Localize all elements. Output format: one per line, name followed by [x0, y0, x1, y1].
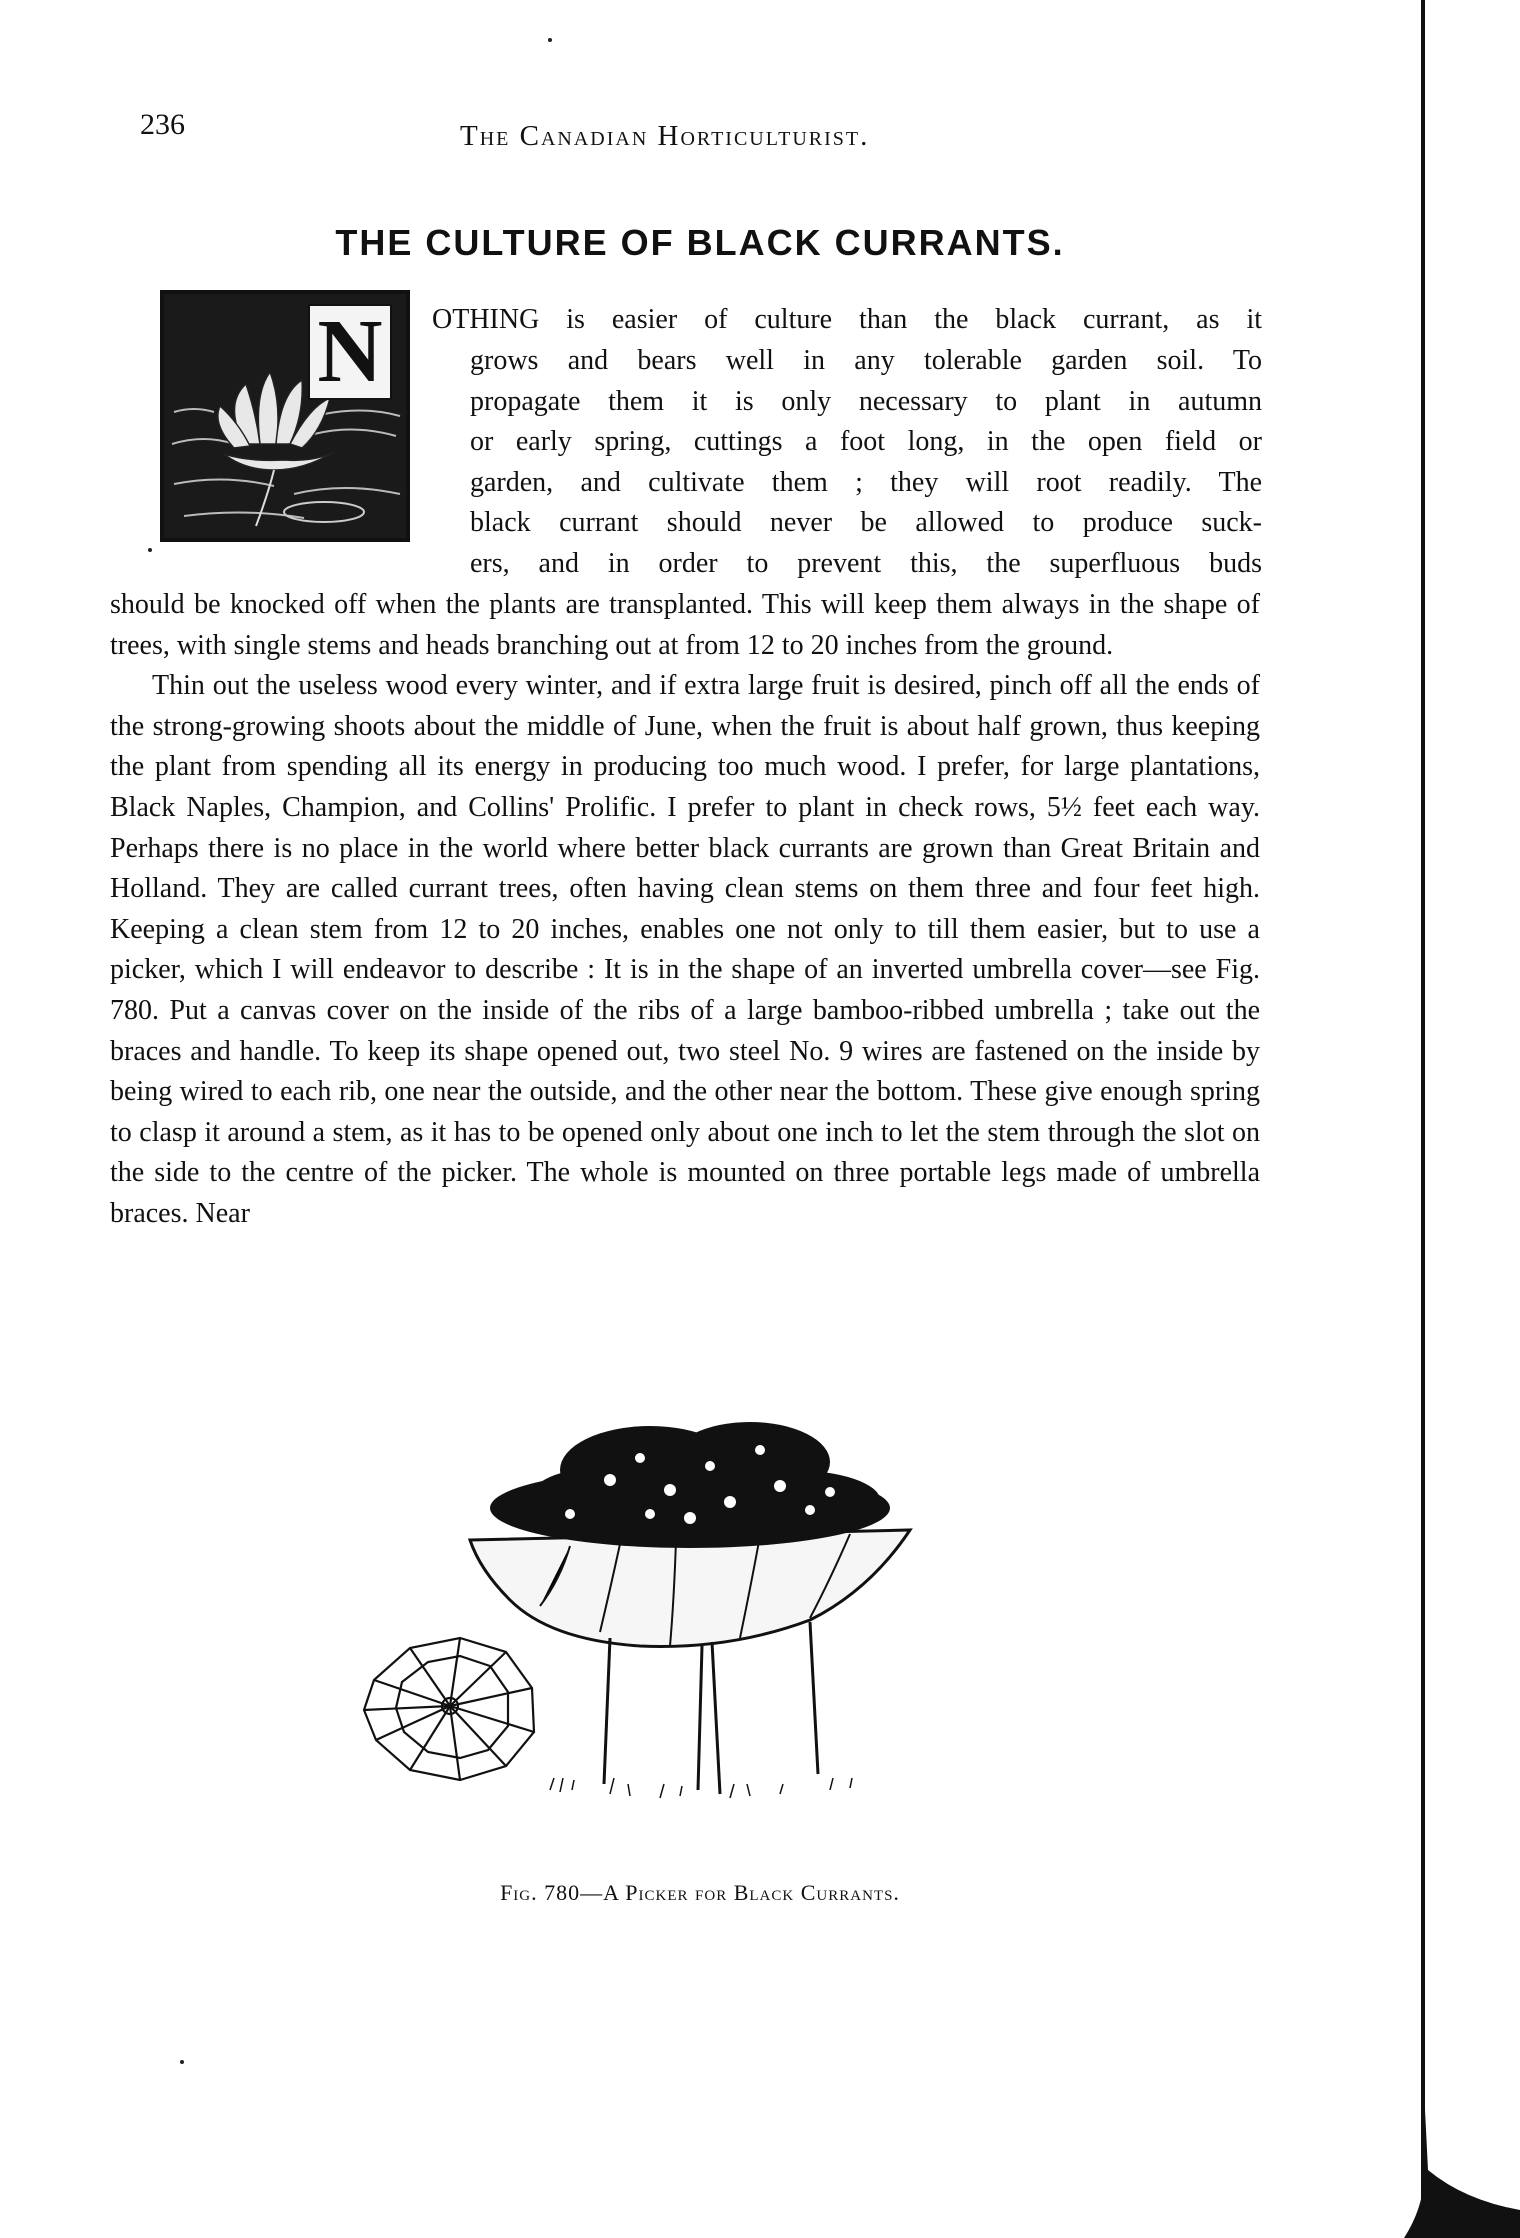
dropcap-line: OTHING is easier of culture than the black currant, as it	[432, 304, 1262, 335]
dropcap-line: garden, and cultivate them ; they will root readily. The	[470, 467, 1262, 498]
running-head: The Canadian Horticulturist.	[460, 120, 870, 152]
article-body	[110, 585, 1260, 1235]
figure-caption: Fig. 780—A Picker for Black Currants.	[500, 1880, 900, 1905]
currant-picker-illustration	[310, 1410, 1010, 1850]
speck	[548, 38, 552, 42]
dropcap-line: black currant should never be allowed to produce suck-	[470, 507, 1262, 538]
dropcap-illustration	[160, 290, 410, 542]
page-number: 236	[140, 108, 185, 141]
dropcap-line: ers, and in order to prevent this, the superfluous buds	[470, 548, 1262, 579]
paragraph-1-continued: should be knocked off when the plants are transplanted. This will keep them always in the shape of trees, with single stems and heads branching out at from 12 to 20 inches from the ground.	[110, 589, 1260, 661]
dropcap-line: grows and bears well in any tolerable garden soil. To	[470, 345, 1262, 376]
page-edge-shadow	[1404, 2090, 1520, 2238]
paragraph-2: Thin out the useless wood every winter, and if extra large fruit is desired, pinch off all the ends of the strong-growing shoots about the middle of June, when the fruit is about half grown, thus keeping the plant from spending all its energy in producing too much wood. I prefer, for large plantations, Black Naples, Champion, and Collins' Prolific. I prefer to plant in check rows, 5½ feet each way. Perhaps there is no place in the world where better black currants are grown than Great Britain and Holland. They are called currant trees, often having clean stems on them three and four feet high. Keeping a clean stem from 12 to 20 inches, enables one not only to till them easier, but to use a picker, which I will endeavor to describe : It is in the shape of an inverted umbrella cover—see Fig. 780. Put a canvas cover on the inside of the ribs of a large bamboo-ribbed umbrella ; take out the braces and handle. To keep its shape opened out, two steel No. 9 wires are fastened on the inside by being wired to each rib, one near the outside, and the other near the bottom. These give enough spring to clasp it around a stem, as it has to be opened only about one inch to let the stem through the slot on the side to the centre of the picker. The whole is mounted on three portable legs made of umbrella braces. Near	[110, 670, 1260, 1229]
dropcap-line: propagate them it is only necessary to plant in autumn	[470, 386, 1262, 417]
article-title: THE CULTURE OF BLACK CURRANTS.	[335, 222, 1065, 263]
dropcap-line: or early spring, cuttings a foot long, in the open field or	[470, 426, 1262, 457]
page-edge-line	[1421, 0, 1425, 2238]
speck	[148, 548, 152, 552]
dropcap-letter: N	[308, 304, 392, 400]
speck	[180, 2060, 184, 2064]
